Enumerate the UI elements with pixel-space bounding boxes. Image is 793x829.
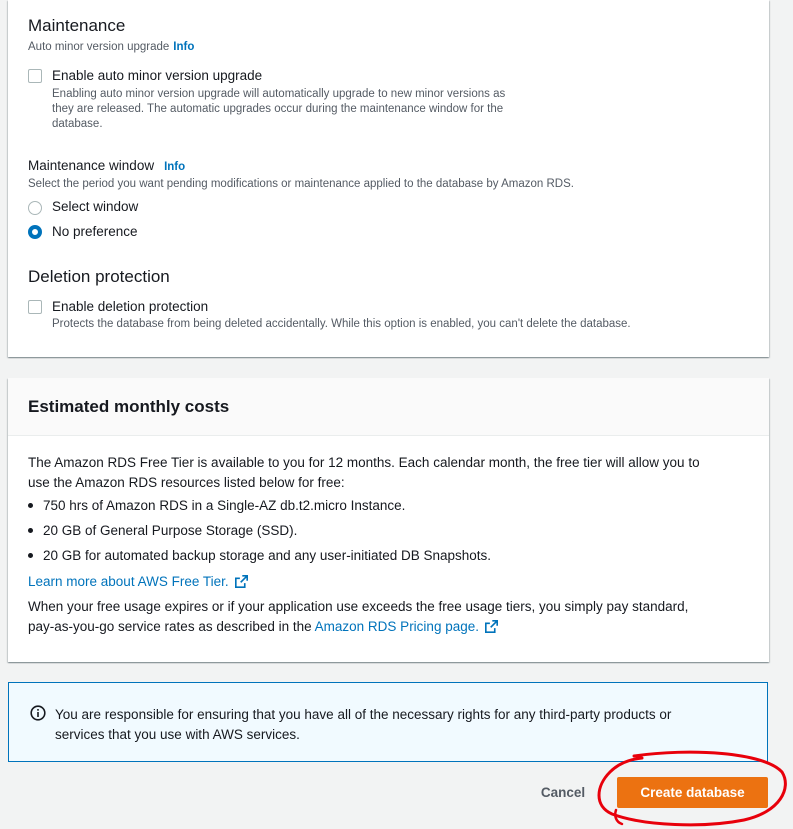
rds-pricing-link[interactable]: Amazon RDS Pricing page. [314,619,479,634]
maintenance-window-label-text: Maintenance window [28,158,155,173]
estimated-costs-panel [8,378,769,662]
no-preference-label[interactable]: No preference [52,224,138,239]
costs-outro-line: When your free usage expires or if your application use exceeds the free usage tiers, you simply pay standard, [28,599,689,614]
costs-intro-line: use the Amazon RDS resources listed below for free: [28,475,345,490]
bullet-dot [28,528,33,533]
costs-outro-line [28,617,758,637]
costs-outro-prefix: pay-as-you-go service rates as described in the [28,619,315,634]
maintenance-window-label [28,158,185,173]
notice-line: You are responsible for ensuring that you have all of the necessary rights for any third-party products or [55,707,672,722]
info-notice [8,682,768,762]
learn-more-row [28,572,248,592]
auto-upgrade-label [28,41,194,53]
costs-intro-line: The Amazon RDS Free Tier is available to you for 12 months. Each calendar month, the free tier will allow you to [28,455,700,470]
auto-upgrade-description [52,87,572,132]
free-tier-bullet [28,498,405,513]
deletion-protection-description: Protects the database from being deleted accidentally. While this option is enabled, you can't delete the database. [52,318,631,330]
costs-header [8,378,769,436]
info-circle-icon [30,705,46,721]
maintenance-panel [8,0,769,357]
no-preference-radio[interactable] [28,225,42,239]
bullet-text: 20 GB of General Purpose Storage (SSD). [43,523,298,538]
auto-upgrade-desc-line: Enabling auto minor version upgrade will automatically upgrade to new minor versions as [52,88,506,100]
free-tier-bullet [28,548,491,563]
bullet-dot [28,553,33,558]
costs-intro [28,453,758,493]
bullet-dot [28,503,33,508]
maintenance-heading: Maintenance [28,16,126,35]
select-window-label[interactable]: Select window [52,199,139,214]
deletion-protection-heading: Deletion protection [28,267,170,286]
auto-upgrade-checkbox-label[interactable]: Enable auto minor version upgrade [52,68,263,83]
learn-more-free-tier-link[interactable]: Learn more about AWS Free Tier. [28,574,229,589]
external-link-icon[interactable] [485,620,498,633]
auto-upgrade-info-link[interactable]: Info [173,41,195,53]
costs-outro [28,597,758,637]
auto-upgrade-desc-line: database. [52,118,103,130]
costs-heading: Estimated monthly costs [28,397,230,416]
auto-upgrade-checkbox[interactable] [28,69,42,83]
free-tier-bullet [28,523,297,538]
maintenance-window-info-link[interactable]: Info [164,161,186,173]
external-link-icon[interactable] [235,575,248,588]
deletion-protection-checkbox-label[interactable]: Enable deletion protection [52,299,209,314]
notice-text [55,705,745,745]
auto-upgrade-label-text: Auto minor version upgrade [28,41,170,53]
bullet-text: 20 GB for automated backup storage and any user-initiated DB Snapshots. [43,548,492,563]
cancel-button[interactable]: Cancel [528,780,598,806]
create-database-button[interactable]: Create database [617,777,768,808]
deletion-protection-checkbox[interactable] [28,300,42,314]
bullet-text: 750 hrs of Amazon RDS in a Single-AZ db.t2.micro Instance. [43,498,406,513]
select-window-radio[interactable] [28,201,42,215]
notice-line: services that you use with AWS services. [55,727,300,742]
maintenance-window-description: Select the period you want pending modifications or maintenance applied to the database by Amazon RDS. [28,178,574,190]
auto-upgrade-desc-line: they are released. The automatic upgrades occur during the maintenance window for the [52,103,504,115]
